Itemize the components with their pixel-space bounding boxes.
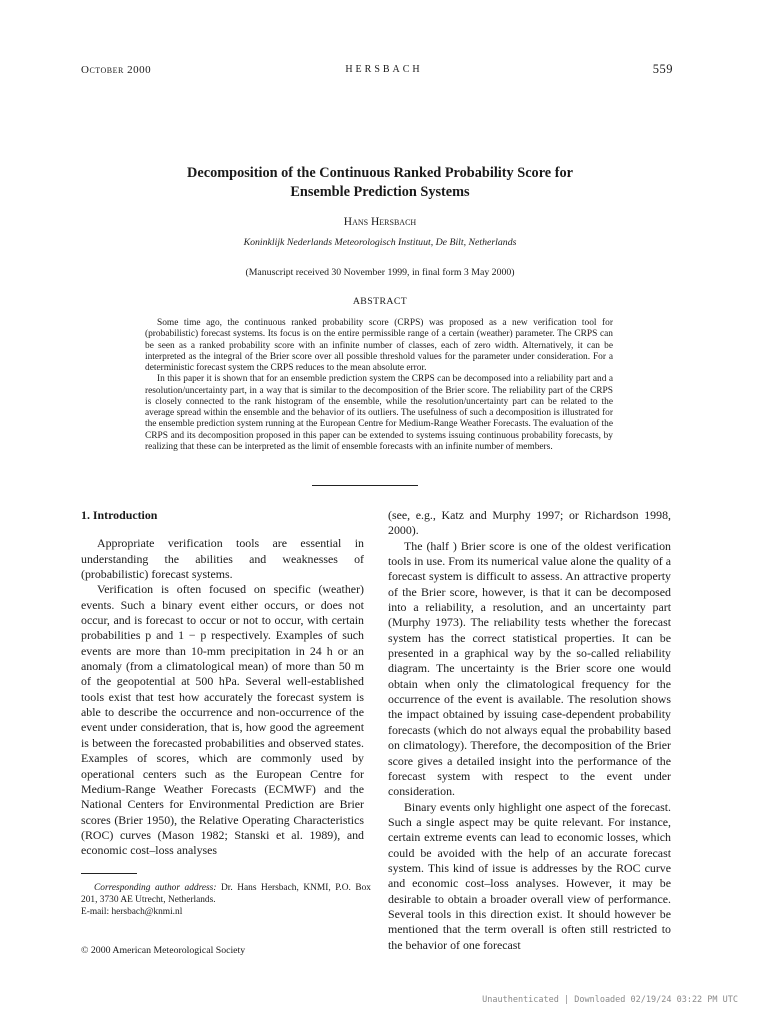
body-paragraph: Appropriate verification tools are essential in understanding the abilities and weaknesses of (probabilistic) forecast systems. [81, 536, 364, 582]
abstract-body [145, 318, 613, 453]
section-heading: 1. Introduction [81, 508, 158, 522]
section-divider [312, 485, 418, 486]
footnote-label: Corresponding author address: [94, 883, 217, 893]
footnote-email: E-mail: hersbach@knmi.nl [81, 907, 183, 918]
footnote-divider [81, 873, 137, 874]
abstract-heading: ABSTRACT [352, 296, 408, 307]
running-header-author: HERSBACH [345, 64, 423, 75]
abstract-paragraph: In this paper it is shown that for an ensemble prediction system the CRPS can be decomposed into a reliability part and a resolution/uncertainty part, in a way that is similar to the decomposition of the Brier score. The reliability part of the CRPS is closely connected to the rank histogram of the ensemble, while the resolution/uncertainty part can be related to the average spread within the ensemble and the behavior of its outliers. The usefulness of such a decomposition is illustrated for the ensemble prediction system running at the European Centre for Medium-Range Weather Forecasts. The evaluation of the CRPS and its decomposition proposed in this paper can be extended to systems issuing continuous probability forecasts, by realizing that these can be interpreted as the limit of ensemble forecasts with an infinite number of members. [145, 374, 613, 452]
article-title [0, 164, 760, 202]
copyright-notice: © 2000 American Meteorological Society [81, 945, 246, 956]
title-line-2: Ensemble Prediction Systems [290, 184, 470, 200]
manuscript-dates: (Manuscript received 30 November 1999, in final form 3 May 2000) [245, 267, 515, 278]
author-affiliation: Koninklijk Nederlands Meteorologisch Instituut, De Bilt, Netherlands [243, 237, 517, 248]
body-paragraph: Verification is often focused on specific (weather) events. Such a binary event either occurs, or does not occur, and is forecast to occur or not to occur, with certain probabilities p and 1 − p respectively. Examples of such events are more than 10-mm precipitation in 24 h or an anomaly (from a climatological mean) of more than 50 m of the geopotential at 500 hPa. Several well-established tools exist that test how accurately the forecast system is able to describe the occurrence and non-occurrence of the event under consideration, that is, how good the agreement is between the forecasted probabilities and observed states. Examples of scores, which are commonly used by operational centers such as the European Centre for Medium-Range Weather Forecasts (ECMWF) and the National Centers for Environmental Prediction are Brier scores (Brier 1950), the Relative Operating Characteristics (ROC) curves (Mason 1982; Stanski et al. 1989), and economic cost–loss analyses [81, 582, 364, 858]
body-paragraph: (see, e.g., Katz and Murphy 1997; or Richardson 1998, 2000). [388, 508, 671, 538]
body-paragraph: Binary events only highlight one aspect of the forecast. Such a single aspect may be quite relevant. For instance, certain extreme events can lead to economic losses, which could be avoided with the help of an accurate forecast system. This kind of issue is addresses by the ROC curve and economic cost–loss analyses. However, it may be desirable to obtain a broader overall view of performance. Several tools in this direction exist. It should however be mentioned that the term overall is often still restricted to the behavior of one forecast [388, 799, 671, 952]
body-paragraph: The (half ) Brier score is one of the oldest verification tools in use. From its numerical value alone the quality of a forecast system is difficult to assess. An attractive property of the Brier score, however, is that it can be decomposed into a reliability, a resolution, and an uncertainty part (Murphy 1973). The reliability tests whether the forecast system has the correct statistical properties. It can be presented in a graphical way by the so-called reliability diagram. The uncertainty is the Brier score one would obtain when only the climatological frequency for the occurrence of the event is available. The resolution shows the impact obtained by issuing case-dependent probability forecasts (which do not always equal the probability based on climatology). Therefore, the decomposition of the Brier score gives a detailed insight into the performance of the forecast system with respect to the event under consideration. [388, 538, 671, 799]
right-column [388, 508, 671, 953]
download-watermark: Unauthenticated | Downloaded 02/19/24 03:22 PM UTC [482, 995, 738, 1005]
title-line-1: Decomposition of the Continuous Ranked Probability Score for [187, 165, 573, 181]
page-number: 559 [652, 62, 673, 76]
author-name: Hans Hersbach [343, 216, 417, 228]
left-column [81, 508, 364, 859]
running-header-date: October 2000 [81, 64, 152, 76]
footnote [81, 882, 371, 919]
footnote-address: Dr. Hans Hersbach, KNMI, P.O. Box 201, 3730 AE Utrecht, Netherlands. [81, 883, 371, 906]
abstract-paragraph: Some time ago, the continuous ranked probability score (CRPS) was proposed as a new verification tool for (probabilistic) forecast systems. Its focus is on the entire permissible range of a certain (weather) parameter. The CRPS can be seen as a ranked probability score with an infinite number of classes, each of zero width. Alternatively, it can be interpreted as the integral of the Brier score over all possible threshold values for the parameter under consideration. For a deterministic forecast system the CRPS reduces to the mean absolute error. [145, 318, 613, 373]
